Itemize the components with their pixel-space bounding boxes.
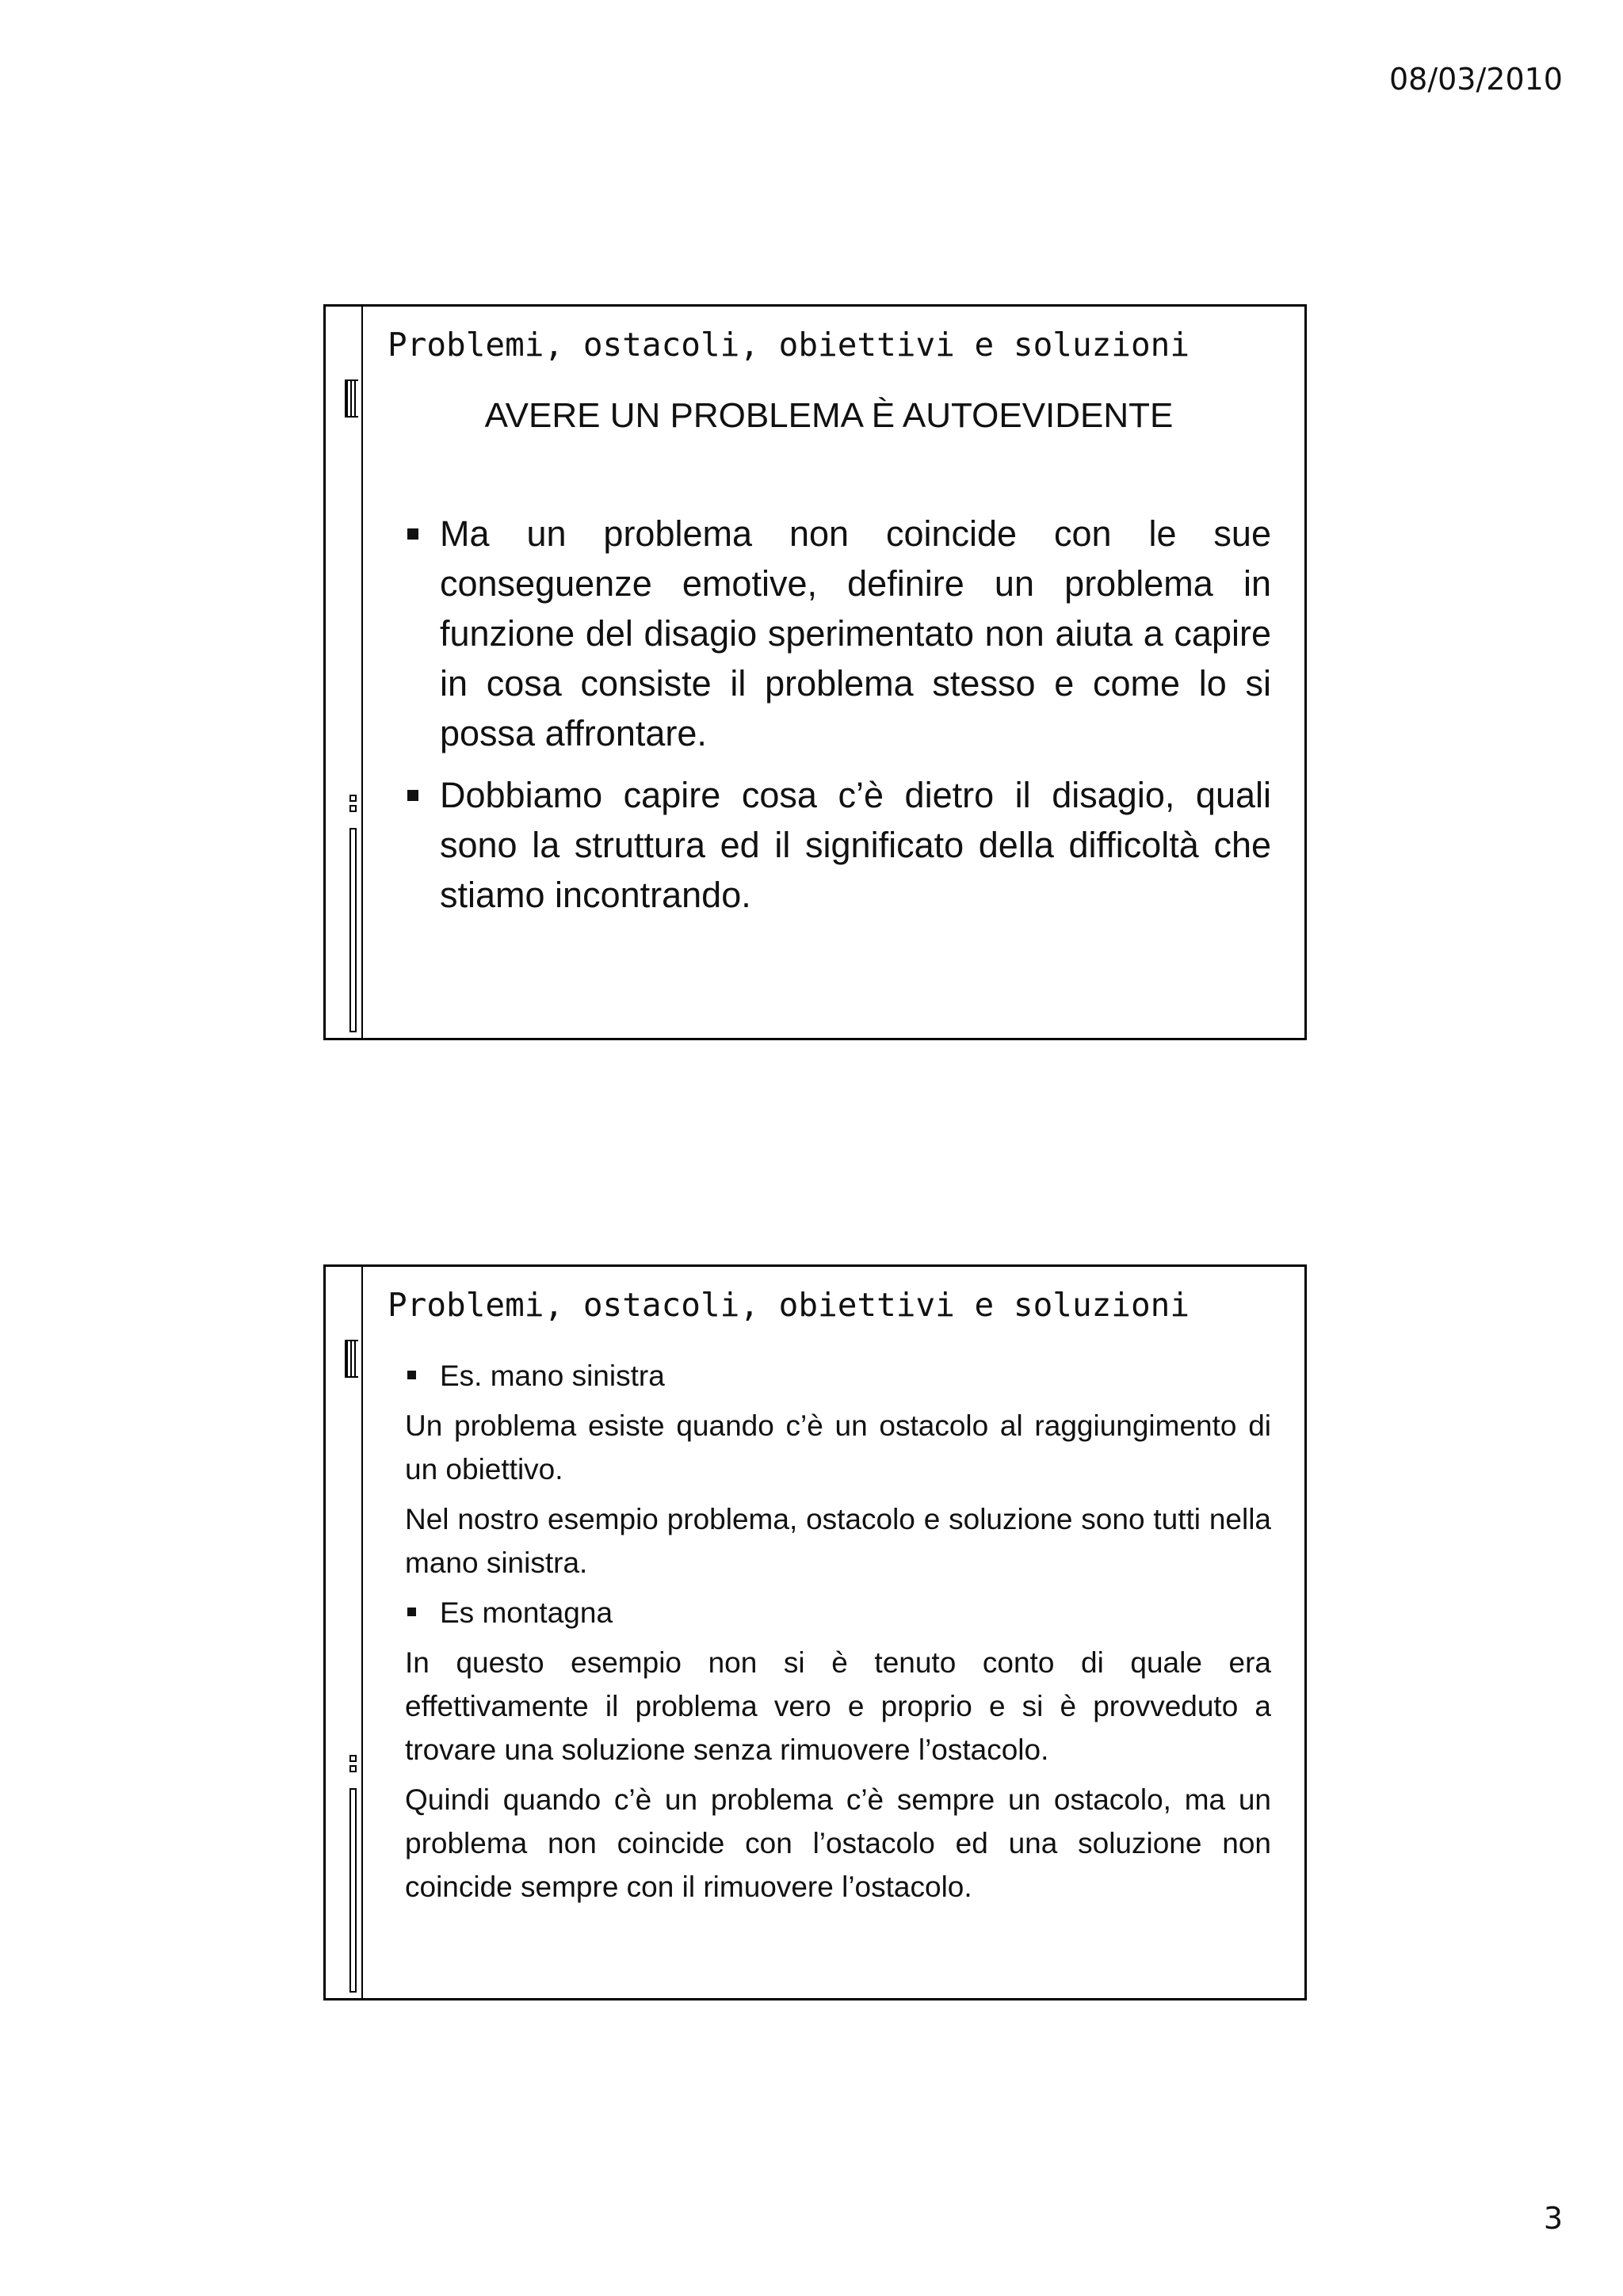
slide-rail-line (361, 307, 363, 1038)
slide-rail-square-icon (349, 1755, 357, 1762)
slide-rail-line (361, 1267, 363, 1998)
paragraph: Quindi quando c’è un problema c’è sempre un ostacolo, ma un problema non coincide con l’ostacolo ed una soluzione non coincide sempre con il rimuovere l’ostacolo. (405, 1783, 1271, 1903)
paragraph: Un problema esiste quando c’è un ostacolo al raggiungimento di un obiettivo. (405, 1409, 1271, 1486)
slide-2 (323, 1264, 1307, 2000)
slide-rail-bar (349, 1788, 357, 1993)
slide-subtitle: AVERE UN PROBLEMA È AUTOEVIDENTE (484, 396, 1174, 435)
slide-rail-bars-icon (345, 379, 358, 418)
slide-content (405, 1354, 1271, 1915)
bullet-item: Dobbiamo capire cosa c’è dietro il disagio, quali sono la struttura ed il significato della difficoltà che stiamo incontrando. (405, 770, 1271, 920)
paragraph: In questo esempio non si è tenuto conto di quale era effettivamente il problema vero e proprio e si è provveduto a trovare una soluzione senza rimuovere l’ostacolo. (405, 1646, 1271, 1766)
slide-rail-square-icon (349, 795, 357, 802)
slide-1 (323, 304, 1307, 1040)
slide-rail-square-icon (349, 805, 357, 812)
page-date: 08/03/2010 (1388, 62, 1563, 97)
bullet-item: Es. mano sinistra (405, 1354, 1271, 1398)
slide-rail-bars-icon (345, 1340, 358, 1378)
bullet-item: Ma un problema non coincide con le sue conseguenze emotive, definire un problema in funzione del disagio sperimentato non aiuta a capire in cosa consiste il problema stesso e come lo si possa affrontare. (405, 509, 1271, 758)
slide-rail-bar (349, 828, 357, 1032)
slide-title: Problemi, ostacoli, obiettivi e soluzioni (388, 1286, 1190, 1324)
slide-rail-square-icon (349, 1765, 357, 1772)
slide-title: Problemi, ostacoli, obiettivi e soluzioni (388, 326, 1190, 364)
page-number: 3 (1543, 2201, 1563, 2236)
bullet-item: Es montagna (405, 1591, 1271, 1634)
paragraph: Nel nostro esempio problema, ostacolo e soluzione sono tutti nella mano sinistra. (405, 1503, 1271, 1579)
slide-content (405, 509, 1271, 932)
